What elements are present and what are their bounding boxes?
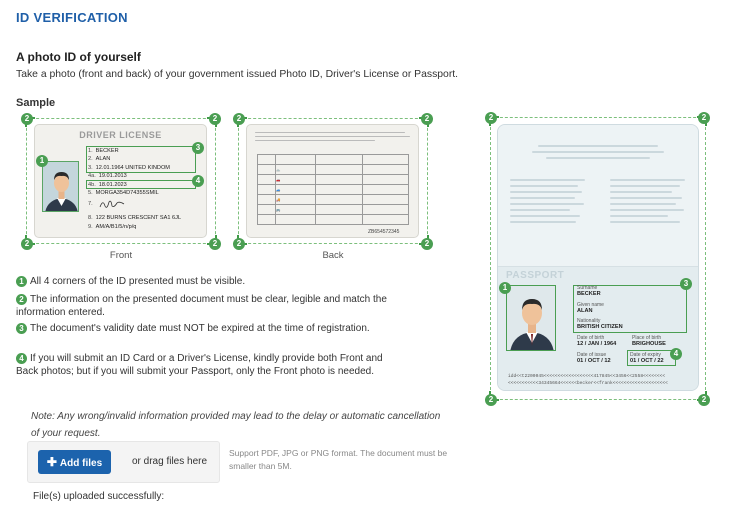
- license-field-9: AM/A/B1/5/n/p/q: [95, 224, 137, 230]
- badge-2: 2: [421, 238, 433, 250]
- badge-1: 1: [36, 155, 48, 167]
- expiry-date-value: 01 / OCT / 22: [630, 358, 664, 364]
- surname-value: BECKER: [577, 291, 601, 297]
- nationality-label: Nationality: [577, 318, 601, 324]
- nationality-value: BRITISH CITIZEN: [577, 324, 623, 330]
- back-card-code: ZB654572345: [368, 229, 400, 235]
- drag-hint: or drag files here: [132, 456, 208, 467]
- badge-2: 2: [209, 113, 221, 125]
- requirement-4: 4 If you will submit an ID Card or a Driver's License, kindly provide both Front and Back photos; but if you will submit your Passport, only the Front photo is needed.: [16, 353, 383, 377]
- license-title: DRIVER LICENSE: [79, 130, 162, 140]
- highlight-name-dob: [86, 146, 196, 173]
- given-name-value: ALAN: [577, 308, 593, 314]
- section-heading: A photo ID of yourself: [16, 50, 141, 64]
- dob-value: 12 / JAN / 1964: [577, 341, 617, 347]
- badge-2: 2: [21, 113, 33, 125]
- given-name-label: Given name: [577, 302, 604, 308]
- mrz-line-2: <<<<<<<<<<<34345664<<<<<<becker<<frank<<<<<<<<<<<<<<<<<<<<: [508, 381, 668, 386]
- passport-photo: [506, 285, 556, 351]
- badge-2: 2: [233, 238, 245, 250]
- badge-2: 2: [21, 238, 33, 250]
- badge-4: 4: [670, 348, 682, 360]
- passport-document: [497, 124, 699, 391]
- license-field-8: 122 BURNS CRESCENT SA1 6JL: [95, 215, 182, 221]
- badge-2: 2: [233, 113, 245, 125]
- badge-2: 2: [698, 394, 710, 406]
- license-field-1: BECKER: [95, 148, 119, 154]
- badge-1: 1: [499, 282, 511, 294]
- warning-note: Note: Any wrong/invalid information provided may lead to the delay or automatic cancellation of your request.: [31, 411, 441, 439]
- file-drop-zone[interactable]: [27, 441, 220, 483]
- dob-label: Date of birth: [577, 335, 605, 341]
- mrz-line-1: idd<<t2200045<<<<<<<<<<<<<<<<<<417845<<3456<<2558<<<<<<<<: [508, 374, 666, 379]
- expiry-date-label: Date of expiry: [630, 352, 661, 358]
- license-category-table: 🚲 🚗 🚙 🚚 🚌: [257, 154, 409, 225]
- plus-icon: ✚: [46, 455, 57, 469]
- requirement-1: 1 All 4 corners of the ID presented must be visible.: [16, 276, 401, 289]
- sample-label: Sample: [16, 97, 56, 109]
- license-field-4b: 18.01.2023: [98, 182, 127, 188]
- badge-2: 2: [209, 238, 221, 250]
- license-photo: [42, 161, 79, 212]
- person-portrait-icon: [507, 286, 556, 351]
- badge-2: 2: [698, 112, 710, 124]
- badge-3: 3: [680, 278, 692, 290]
- badge-2: 2: [485, 394, 497, 406]
- badge-2: 2: [485, 112, 497, 124]
- signature-icon: [99, 198, 125, 210]
- badge-3: 3: [192, 142, 204, 154]
- front-license-card: DRIVER LICENSE 1. BECKER 2. ALAN 3. 12.01.1964 UNITED KINDOM 4a. 19.01.2013 4b. 18.01.2023 5. MORGA354D74355SMIL 7. 8. 122 BURNS CRESCENT SA1 6JL 9. AM/A/B1/5/n/p/q: [34, 124, 207, 238]
- back-caption: Back: [322, 250, 344, 261]
- back-license-card: [246, 124, 419, 238]
- instruction-text: Take a photo (front and back) of your government issued Photo ID, Driver's License or Passport.: [16, 69, 459, 80]
- license-field-3: 12.01.1964 UNITED KINDOM: [95, 165, 170, 171]
- front-caption: Front: [109, 250, 133, 261]
- license-field-5: MORGA354D74355SMIL: [95, 190, 159, 196]
- upload-status: File(s) uploaded successfully:: [33, 491, 165, 502]
- passport-title: PASSPORT: [506, 270, 565, 281]
- requirement-2: 2 The information on the presented document must be clear, legible and match the information entered.: [16, 294, 387, 318]
- support-format-text: Support PDF, JPG or PNG format. The document must be smaller than 5M.: [229, 448, 448, 471]
- surname-label: Surname: [577, 285, 598, 291]
- person-portrait-icon: [43, 162, 79, 212]
- issue-date-value: 01 / OCT / 12: [577, 358, 611, 364]
- pob-label: Place of birth: [632, 335, 662, 341]
- requirement-3: 3 The document's validity date must NOT be expired at the time of registration.: [16, 323, 401, 336]
- add-files-button[interactable]: ✚ Add files: [38, 450, 111, 474]
- badge-2: 2: [421, 113, 433, 125]
- issue-date-label: Date of issue: [577, 352, 607, 358]
- license-field-4a: 19.01.2013: [98, 173, 127, 179]
- license-field-2: ALAN: [95, 156, 111, 162]
- pob-value: BRIGHOUSE: [632, 341, 666, 347]
- page-title: ID VERIFICATION: [16, 10, 128, 25]
- badge-4: 4: [192, 175, 204, 187]
- highlight-validity: [86, 180, 196, 189]
